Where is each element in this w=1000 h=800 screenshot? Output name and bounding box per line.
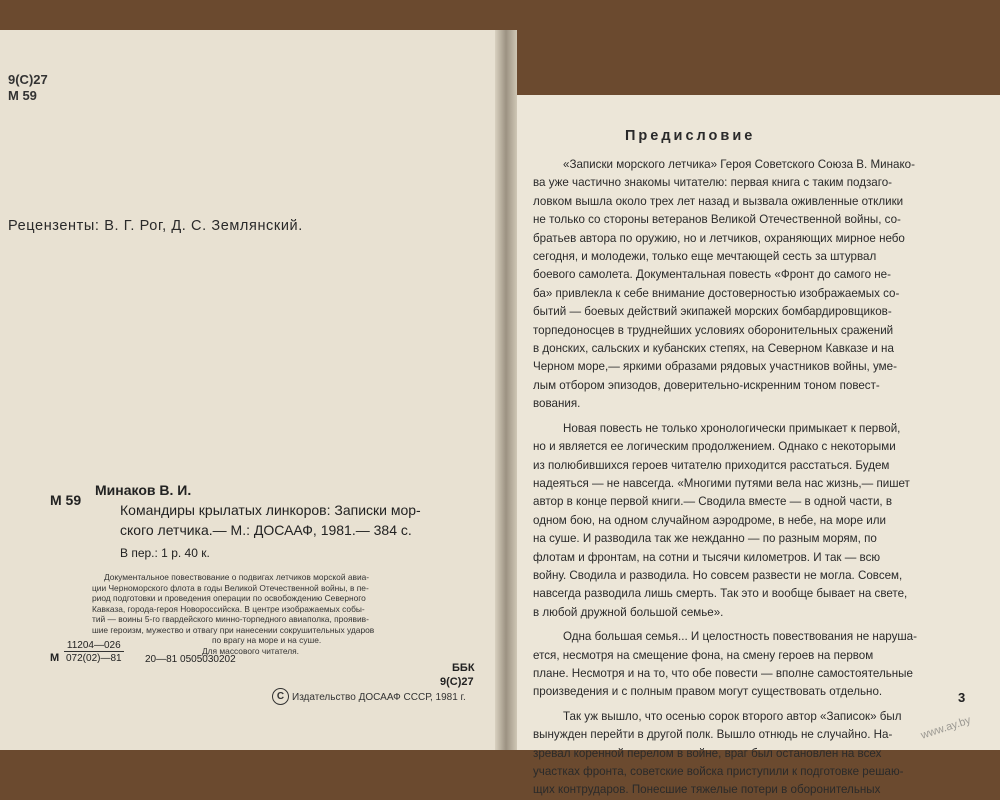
body-line: ловком вышла около трех лет назад и вызвала оживленные отклики [533,194,904,208]
annotation-line: Документальное повествование о подвигах летчиков морской авиа- [104,572,370,582]
body-line: из полюбившихся героев читателю приходится расстаться. Будем [533,458,890,472]
fraction-top: 11204—026 [64,640,124,652]
catalog-author: Минаков В. И. [95,482,192,498]
author-mark-top: М 59 [8,88,37,103]
classification-fraction [64,640,124,664]
body-line: сегодня, и молодежи, только еще мечтающей сесть за штурвал [533,250,877,264]
body-line: надеяться — не навсегда. «Многими путями вела нас жизнь,— пишет [533,476,910,490]
catalog-title-line: ского летчика.— М.: ДОСААФ, 1981.— 384 с. [120,522,412,538]
body-line: торпедоносцев в труднейших условиях оборонительных сражений [533,323,894,337]
classification-tail: 20—81 0505030202 [145,654,236,665]
body-line: боевого самолета. Документальная повесть «Фронт до самого не- [533,268,891,282]
copyright-line: Издательство ДОСААФ СССР, 1981 г. [292,692,466,703]
fraction-bottom: 072(02)—81 [66,653,122,664]
annotation-line: ции Черноморского флота в годы Великой Отечественной войны, в пе- [92,582,369,593]
page-number: 3 [958,690,966,705]
body-line: Одна большая семья... И целостность повествования не наруша- [563,630,917,644]
body-line: в любой дружной большой семье». [533,605,724,619]
reviewers: Рецензенты: В. Г. Рог, Д. С. Землянский. [8,218,303,234]
body-line: на суше. И разводила так же нежданно — по разным морям, по [533,532,877,546]
annotation-line: шие героизм, мужество и отвагу при нанесении сокрушительных ударов [92,624,375,635]
body-line: в донских, сальских и кубанских степях, на Северном Кавказе и на [533,342,894,356]
body-line: лым отбором эпизодов, доверительно-искренним тоном повест- [533,378,880,392]
body-line: ва уже частично знакомы читателю: первая книга с таким подзаго- [533,176,893,190]
catalog-author-mark: М 59 [50,492,82,508]
body-line: не только со стороны ветеранов Великой Отечественной войны, со- [533,213,901,227]
body-line: Черном море,— яркими образами рядовых участников войны, уме- [533,360,897,374]
annotation-line: риод подготовки и проведения операции по освобождению Северного [92,593,366,603]
body-line: плане. Несмотря и на то, что обе повести — вполне самостоятельные [533,666,913,680]
body-line: ба» привлекла к себе внимание достоверностью изображаемых со- [533,286,900,300]
body-line: участках фронта, советские войска приступили к подготовке решаю- [533,765,904,778]
watermark: www.ay.by [919,714,973,742]
annotation-line: Кавказа, города-героя Новороссийска. В центре изображаемых собы- [92,603,365,614]
annotation-line: Для массового читателя. [202,645,299,656]
catalog-title [120,500,421,540]
body-line: вынужден перейти в другой полк. Вышло отнюдь не случайно. На- [533,728,893,742]
body-line: войну. Сводила и разводила. Но совсем развести не могла. Совсем, [533,568,903,582]
body-line: вования. [533,397,581,411]
body-line: автор в конце первой книги.— Сводила вместе — в одной части, в [533,495,893,509]
body-line: Новая повесть не только хронологически примыкает к первой, [563,421,901,435]
annotation-line: по врагу на море и на суше. [212,635,322,645]
body-line: зревал коренной перелом в войне, враг был остановлен на всех [533,746,882,760]
body-line: навсегда разводила лишь смерть. Так это и вообще бывает на свете, [533,587,908,601]
catalog-title-line: Командиры крылатых линкоров: Записки мор- [120,502,421,518]
body-line: щих контрударов. Понесшие тяжелые потери в оборонительных [533,783,881,797]
body-line: ется, несмотря на смещение фона, на смену героев на первом [533,648,874,662]
body-line: Так уж вышло, что осенью сорок второго автор «Записок» был [563,709,902,723]
preface-title: Предисловие [625,128,756,144]
bbk-label: ББК [452,662,475,674]
body-line: флотам и фронтам, на сотни и тысячи километров. И так — всю [533,550,881,564]
body-line: произведения и с полным правом могут существовать отдельно. [533,685,883,699]
body-line: «Записки морского летчика» Героя Советского Союза В. Минако- [563,158,915,171]
annotation-line: тий — воины 5-го гвардейского минно-торпедного авиаполка, проявив- [92,614,369,624]
preface-body [533,156,917,800]
body-line: но и является ее логическим продолжением. Однако с некоторыми [533,440,896,454]
classification-letter: М [50,652,60,664]
book-gutter [495,30,517,750]
body-line: одном бою, на одном случайном аэродроме, в небе, на море или [533,513,887,527]
copyright-icon: C [272,688,289,705]
catalog-annotation [92,572,374,656]
index-code: 9(С)27 [8,72,48,87]
bbk-code: 9(С)27 [440,676,474,688]
body-line: бытий — боевых действий экипажей морских бомбардировщиков- [533,305,892,319]
body-line: братьев автора по оружию, но и летчиков, охраняющих мирное небо [533,231,905,245]
catalog-price: В пер.: 1 р. 40 к. [120,546,210,560]
